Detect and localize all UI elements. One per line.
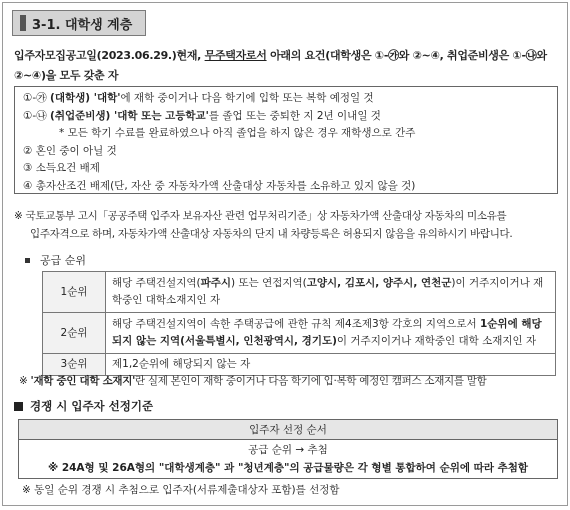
selection-order-line1: 공급 순위 → 추첨: [248, 444, 328, 456]
req-b-rest: 를 졸업 또는 중퇴한 지 2년 이내일 것: [208, 109, 381, 122]
vehicle-note-line2b: 자동차가액 산출대상 자동차의 단지 내 차량등록은 허용되지 않음을 유의하시기 바랍니다.: [117, 228, 513, 240]
vehicle-note-line2: [14, 225, 562, 243]
rank-cell: 1순위: [43, 272, 106, 313]
table-row: [43, 272, 556, 313]
title-bar-marker: [20, 15, 26, 31]
table-row: [19, 440, 558, 479]
bullet-square-icon: [25, 258, 30, 263]
campus-location-note: [19, 373, 559, 388]
selection-criteria-heading: [14, 398, 153, 414]
rank2-t1: 해당 주택건설지역이 속한 주택공급에 관한 규칙 제4조제3항 각호의 지역으로서: [112, 318, 480, 330]
selection-criteria-heading-text: 경쟁 시 입주자 선정기준: [30, 399, 154, 413]
table-row: [43, 313, 556, 354]
supply-heading: [25, 252, 86, 268]
rank-description: 제1,2순위에 해당되지 않는 자: [106, 354, 556, 376]
intro-text-2: 아래의 요건(대학생은 ①-㉮와 ②~④, 취업준비생은 ①-㉯와 ②~④)을 모두 갖춘 자: [14, 49, 547, 82]
rank1-t1: 해당 주택건설지역(: [112, 277, 201, 289]
document-page: [2, 2, 568, 506]
rank2-t2: 이 거주지이거나 재학중인 대학 소재지인 자: [336, 335, 537, 347]
requirement-job-seeker-note: * 모든 학기 수료를 완료하였으나 아직 졸업을 하지 않은 경우 재학생으로 간주: [59, 127, 416, 139]
rank-description: [106, 313, 556, 354]
requirement-unmarried: ② 혼인 중이 아닐 것: [23, 144, 117, 157]
vehicle-note-line2a: 입주자격으로 하며,: [30, 228, 118, 240]
rank1-t3: )이 거주지이거나 재학중인 대학소재지인 자: [112, 277, 544, 306]
rank1-b2: 고양시, 김포시, 양주시, 연천군: [306, 277, 452, 289]
rank-cell: 3순위: [43, 354, 106, 376]
vehicle-note: [14, 207, 562, 243]
req-b-prefix: ①-㉯: [23, 109, 51, 122]
rank1-t2: ) 또는 연접지역(: [231, 277, 307, 289]
selection-order-line2: ※ 24A형 및 26A형의 "대학생계층" 과 "청년계층"의 공급물량은 각 형별 통합하여 순위에 따라 추첨함: [47, 462, 529, 474]
req-a-rest: 에 재학 중이거나 다음 학기에 입학 또는 복학 예정일 것: [120, 92, 374, 104]
rank2-b1: 1순위에 해당되지 않는 지역(서울특별시, 인천광역시, 경기도): [112, 318, 542, 347]
table-row: [19, 420, 558, 440]
req-b-bold: (취업준비생) '대학 또는 고등학교': [50, 109, 209, 122]
section-title: 3-1. 대학생 계층: [32, 17, 133, 33]
rank1-b1: 파주시: [200, 277, 232, 289]
supply-heading-text: 공급 순위: [40, 254, 87, 267]
intro-text-1: 입주자모집공고일(2023.06.29.)현재,: [14, 49, 205, 62]
selection-order-table: [18, 419, 558, 479]
req-a-bold: (대학생) '대학': [50, 92, 121, 104]
requirement-college-student: [23, 90, 549, 108]
section-title-box: [12, 10, 146, 36]
req-a-prefix: ①-㉮: [23, 92, 51, 104]
note2-prefix: ※: [19, 375, 31, 387]
requirement-assets: ④ 총자산조건 배제(단, 자산 중 자동차가액 산출대상 자동차를 소유하고 있지 않을 것): [23, 179, 416, 192]
note2-bold: '재학 중인 대학 소재지': [30, 375, 136, 387]
eligibility-intro: [14, 46, 562, 86]
rank-cell: 2순위: [43, 313, 106, 354]
intro-underlined: 무주택자로서: [204, 49, 267, 62]
requirement-income: ③ 소득요건 배제: [23, 162, 100, 174]
requirement-job-seeker: [23, 108, 549, 126]
note2-rest: 란 실제 본인이 재학 중이거나 다음 학기에 입·복학 예정인 캠퍼스 소재지를 말함: [135, 375, 487, 387]
selection-order-body: [19, 440, 558, 479]
tie-break-note: ※ 동일 순위 경쟁 시 추첨으로 입주자(서류제출대상자 포함)를 선정함: [22, 484, 340, 496]
requirements-box: [14, 86, 558, 194]
vehicle-note-line1: ※ 국토교통부 고시「공공주택 입주자 보유자산 관련 업무처리기준」상 자동차가액 산출대상 자동차의 미소유를: [14, 210, 507, 222]
supply-rank-table: [42, 271, 556, 376]
selection-order-header: 입주자 선정 순서: [19, 420, 558, 440]
bullet-square-icon: [14, 402, 23, 411]
rank-description: [106, 272, 556, 313]
